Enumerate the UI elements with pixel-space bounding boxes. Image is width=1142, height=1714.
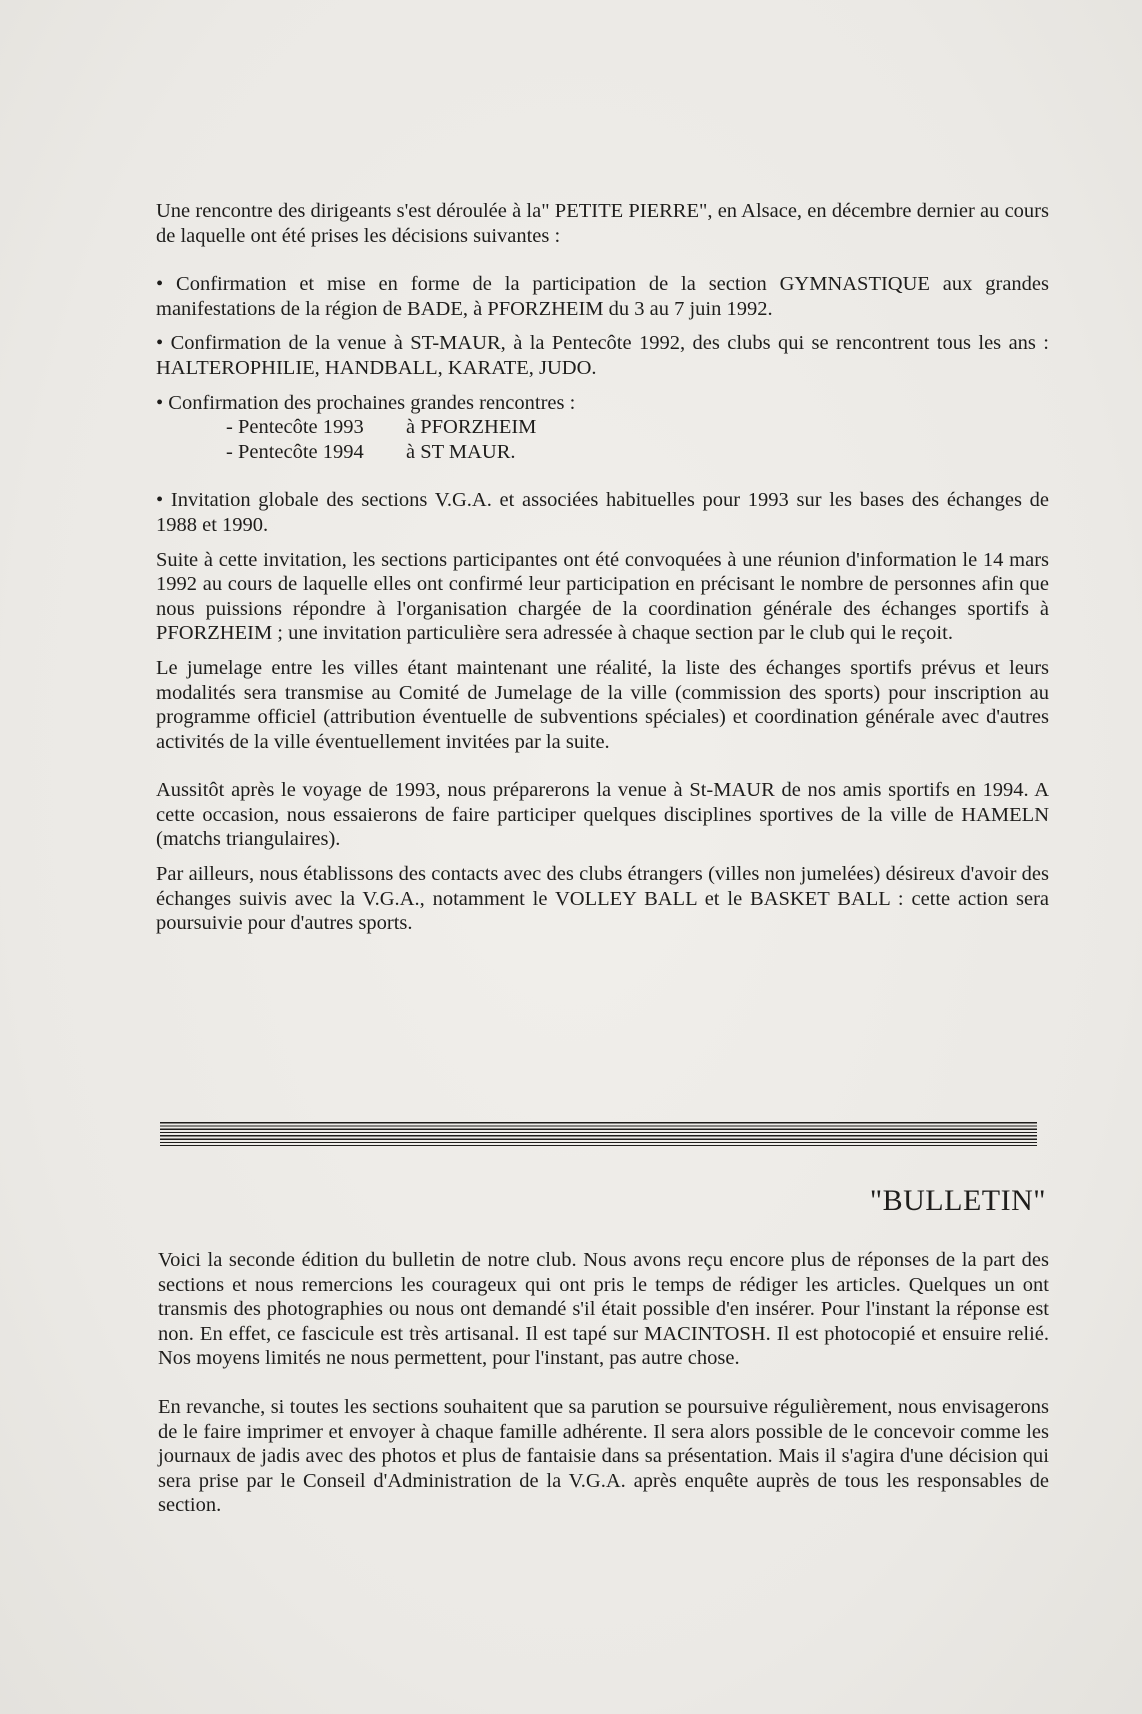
meeting-row — [156, 440, 1049, 465]
body-paragraph: Suite à cette invitation, les sections participantes ont été convoquées à une réunion d'information le 14 mars 1992 au cours de laquelle elles ont confirmé leur participation en précisant le nombre de personnes afin que nous puissions répondre à l'organisation chargée de la coordination générale des échanges sportifs à PFORZHEIM ; une invitation particulière sera adressée à chaque section par le club qui le reçoit. — [156, 548, 1049, 645]
bulletin-paragraph: Voici la seconde édition du bulletin de notre club. Nous avons reçu encore plus de réponses de la part des sections et nous remercions les courageux qui ont pris le temps de rédiger les articles. Quelques un ont transmis des photographies ou nous ont demandé s'il était possible d'en insérer. Pour l'instant la réponse est non. En effet, ce fascicule est très artisanal. Il est tapé sur MACINTOSH. Il est photocopié et ensuire relié. Nos moyens limités ne nous permettent, pour l'instant, pas autre chose. — [158, 1249, 1049, 1370]
meeting-where: à PFORZHEIM — [406, 416, 537, 439]
bulletin-heading: "BULLETIN" — [869, 1184, 1046, 1217]
decision-item: • Confirmation de la venue à ST-MAUR, à la Pentecôte 1992, des clubs qui se rencontrent tous les ans : HALTEROPHILIE, HANDBALL, KARATE, JUDO. — [156, 332, 1049, 379]
body-paragraph: Aussitôt après le voyage de 1993, nous préparerons la venue à St-MAUR de nos amis sportifs en 1994. A cette occasion, nous essaierons de faire participer quelques disciplines sportives de la ville de HAMELN (matchs triangulaires). — [156, 779, 1049, 851]
meeting-list — [156, 415, 1049, 464]
meeting-when: - Pentecôte 1994 — [226, 440, 364, 463]
invitation-item: • Invitation globale des sections V.G.A. et associées habituelles pour 1993 sur les bases des échanges de 1988 et 1990. — [156, 489, 1049, 536]
body-paragraph: Le jumelage entre les villes étant maintenant une réalité, la liste des échanges sportifs prévus et leurs modalités sera transmise au Comité de Jumelage de la ville (commission des sports) pour inscription au programme officiel (attribution éventuelle de subventions spéciales) et coordination générale avec d'autres activités de la ville éventuellement invitées par la suite. — [156, 656, 1049, 753]
bulletin-paragraph: En revanche, si toutes les sections souhaitent que sa parution se poursuive régulièrement, nous envisagerons de le faire imprimer et envoyer à chaque famille adhérente. Il sera alors possible de le concevoir comme les journaux de jadis avec des photos et plus de fantaisie dans sa présentation. Mais il s'agira d'une décision qui sera prise par le Conseil d'Administration de la V.G.A. après enquête auprès de tous les responsables de section. — [158, 1395, 1049, 1517]
body-paragraph: Par ailleurs, nous établissons des contacts avec des clubs étrangers (villes non jumelées) désireux d'avoir des échanges suivis avec la V.G.A., notamment le VOLLEY BALL et le BASKET BALL : cette action sera poursuivie pour d'autres sports. — [156, 863, 1049, 935]
decision-item: • Confirmation des prochaines grandes rencontres : — [156, 391, 576, 414]
meeting-row — [156, 415, 1049, 440]
meeting-when: - Pentecôte 1993 — [226, 416, 364, 439]
bulletin-body — [158, 1248, 1049, 1518]
meeting-where: à ST MAUR. — [406, 440, 516, 463]
article-body — [156, 199, 1049, 936]
section-divider — [160, 1122, 1037, 1146]
decision-item: • Confirmation et mise en forme de la participation de la section GYMNASTIQUE aux grandes manifestations de la région de BADE, à PFORZHEIM du 3 au 7 juin 1992. — [156, 273, 1049, 320]
intro-paragraph: Une rencontre des dirigeants s'est déroulée à la" PETITE PIERRE", en Alsace, en décembre dernier au cours de laquelle ont été prises les décisions suivantes : — [156, 200, 1049, 247]
